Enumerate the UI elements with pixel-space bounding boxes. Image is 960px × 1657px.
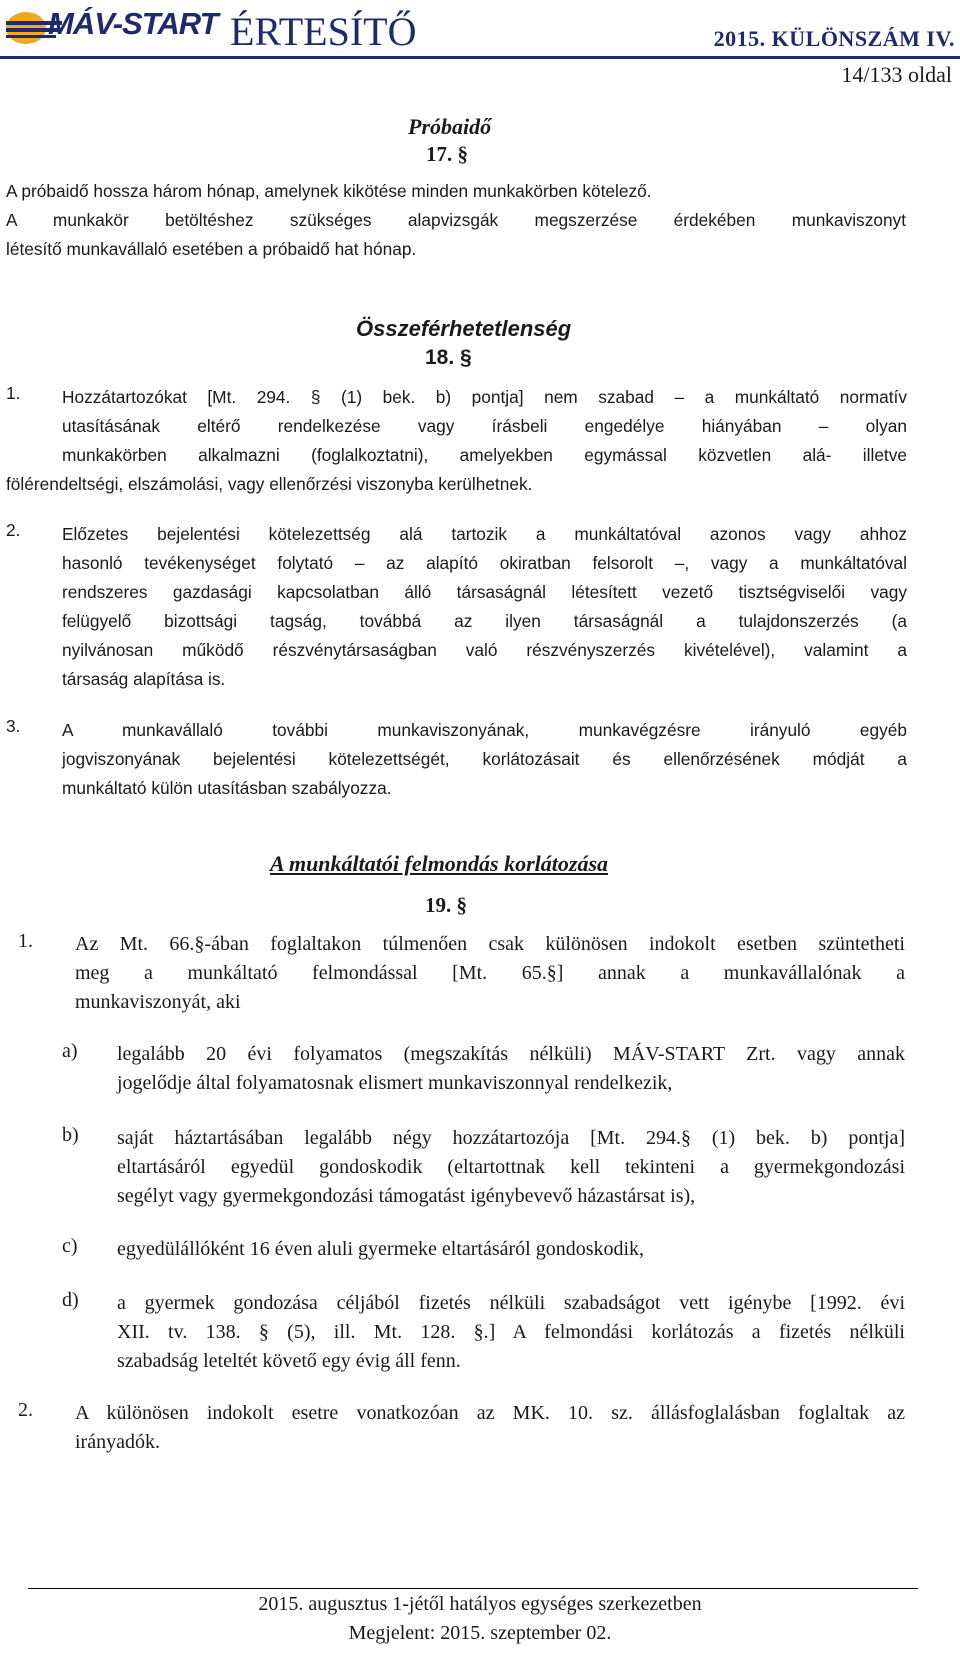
section-18-p3-number: 3. xyxy=(6,716,21,736)
header-divider xyxy=(0,56,960,59)
text-line: nyilvánosan működő részvénytársaságban való részvényszerzés kivételével), valamint a xyxy=(62,640,907,660)
text-line: meg a munkáltató felmondással [Mt. 65.§] annak a munkavállalónak a xyxy=(75,962,905,984)
text-line: A különösen indokolt esetre vonatkozóan az MK. 10. sz. állásfoglalásban foglaltak az xyxy=(75,1402,905,1424)
text-line: saját háztartásában legalább négy hozzátartozója [Mt. 294.§ (1) bek. b) pontja] xyxy=(117,1127,905,1149)
text-line: legalább 20 évi folyamatos (megszakítás nélküli) MÁV-START Zrt. vagy annak xyxy=(117,1043,905,1065)
section-17-title: Próbaidő xyxy=(408,114,492,139)
section-18-p1-number: 1. xyxy=(6,383,21,403)
text-line: XII. tv. 138. § (5), ill. Mt. 128. §.] A felmondási korlátozás a fizetés nélküli xyxy=(117,1321,905,1343)
text-line: A próbaidő hossza három hónap, amelynek kikötése minden munkakörben kötelező. xyxy=(6,181,652,201)
section-19-title: A munkáltatói felmondás korlátozása xyxy=(270,851,609,876)
issue-label: 2015. KÜLÖNSZÁM IV. xyxy=(713,26,955,51)
text-line: fölérendeltségi, elszámolási, vagy ellenőrzési viszonyba kerülhetnek. xyxy=(6,474,533,494)
text-line: munkakörben alkalmazni (foglalkoztatni), amelyekben egymással közvetlen alá- illetve xyxy=(62,445,907,465)
text-line: jogelődje által folyamatosnak elismert munkaviszonnyal rendelkezik, xyxy=(117,1072,673,1094)
text-line: utasításának eltérő rendelkezése vagy írásbeli engedélye hiányában – olyan xyxy=(62,416,907,436)
logo-text: MÁV-START xyxy=(48,6,218,41)
text-line: hasonló tevékenységet folytató – az alapító okiratban felsorolt –, vagy a munkáltatóval xyxy=(62,553,907,573)
section-18-p2-number: 2. xyxy=(6,520,21,540)
text-line: jogviszonyának bejelentési kötelezettségét, korlátozásait és ellenőrzésének módját a xyxy=(62,749,907,769)
section-18-number: 18. § xyxy=(425,346,472,369)
section-17-body xyxy=(6,177,906,264)
text-line: munkaviszonyát, aki xyxy=(75,991,241,1013)
section-18-p3 xyxy=(62,716,907,803)
list-item-label-d: d) xyxy=(62,1289,79,1311)
section-19-p2-number: 2. xyxy=(18,1399,33,1421)
footer-published-date: Megjelent: 2015. szeptember 02. xyxy=(348,1622,612,1644)
text-line: Az Mt. 66.§-ában foglaltakon túlmenően csak különösen indokolt esetben szüntetheti xyxy=(75,933,905,955)
text-line: felügyelő bizottsági tagság, továbbá az ilyen társaságnál a tulajdonszerzés (a xyxy=(62,611,907,631)
list-item-d xyxy=(117,1289,905,1376)
text-line: segélyt vagy gyermekgondozási támogatást igénybevevő házastársat is), xyxy=(117,1185,696,1207)
page-number: 14/133 oldal xyxy=(841,62,952,87)
list-item-a xyxy=(117,1040,905,1098)
footer-effective-date: 2015. augusztus 1-jétől hatályos egységes szerkezetben xyxy=(258,1593,702,1615)
section-18-p2 xyxy=(62,520,907,694)
text-line: szabadság leteltét követő egy évig áll fenn. xyxy=(117,1350,461,1372)
text-line: Hozzátartozókat [Mt. 294. § (1) bek. b) pontja] nem szabad – a munkáltató normatív xyxy=(62,387,907,407)
list-item-c xyxy=(117,1235,905,1264)
text-line: a gyermek gondozása céljából fizetés nélküli szabadságot vett igénybe [1992. évi xyxy=(117,1292,905,1314)
text-line: egyedülállóként 16 éven aluli gyermeke eltartásáról gondoskodik, xyxy=(117,1238,645,1260)
text-line: A munkavállaló további munkaviszonyának, munkavégzésre irányuló egyéb xyxy=(62,720,907,740)
section-18-p1 xyxy=(6,383,907,499)
section-19-p2 xyxy=(75,1399,905,1457)
text-line: irányadók. xyxy=(75,1431,160,1453)
text-line: rendszeres gazdasági kapcsolatban álló társaságnál létesített vezető tisztségviselői vagy xyxy=(62,582,907,602)
section-19-number: 19. § xyxy=(425,893,467,917)
publication-title: ÉRTESÍTŐ xyxy=(230,9,417,54)
text-line: létesítő munkavállaló esetében a próbaidő hat hónap. xyxy=(6,239,417,259)
list-item-label-c: c) xyxy=(62,1235,78,1257)
list-item-b xyxy=(117,1124,905,1211)
section-18-title: Összeférhetetlenség xyxy=(356,316,572,341)
text-line: munkáltató külön utasításban szabályozza. xyxy=(62,778,392,798)
text-line: A munkakör betöltéshez szükséges alapvizsgák megszerzése érdekében munkaviszonyt xyxy=(6,210,906,230)
list-item-label-a: a) xyxy=(62,1040,78,1062)
section-19-p1-number: 1. xyxy=(18,930,33,952)
text-line: Előzetes bejelentési kötelezettség alá tartozik a munkáltatóval azonos vagy ahhoz xyxy=(62,524,907,544)
text-line: eltartásáról egyedül gondoskodik (eltartottnak kell tekinteni a gyermekgondozási xyxy=(117,1156,905,1178)
footer-divider xyxy=(28,1588,918,1589)
list-item-label-b: b) xyxy=(62,1124,79,1146)
text-line: társaság alapítása is. xyxy=(62,669,226,689)
section-17-number: 17. § xyxy=(426,142,468,166)
section-19-p1 xyxy=(75,930,905,1017)
